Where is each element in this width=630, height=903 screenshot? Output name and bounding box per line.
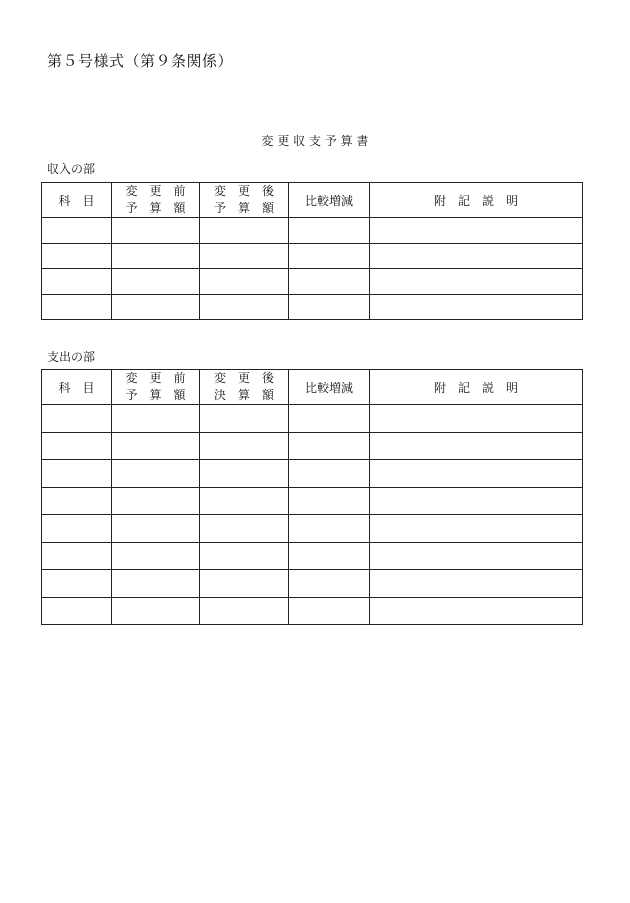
cell[interactable] <box>42 405 112 433</box>
cell[interactable] <box>370 597 583 625</box>
header-before-budget <box>112 370 200 405</box>
cell[interactable] <box>112 294 200 320</box>
cell[interactable] <box>112 542 200 570</box>
cell[interactable] <box>289 597 370 625</box>
cell[interactable] <box>200 243 289 269</box>
cell[interactable] <box>289 218 370 244</box>
cell[interactable] <box>112 597 200 625</box>
cell[interactable] <box>289 243 370 269</box>
cell[interactable] <box>289 269 370 295</box>
table-row <box>42 487 583 515</box>
cell[interactable] <box>42 515 112 543</box>
header-item: 科 目 <box>42 183 112 218</box>
cell[interactable] <box>42 542 112 570</box>
cell[interactable] <box>370 460 583 488</box>
cell[interactable] <box>42 243 112 269</box>
cell[interactable] <box>370 269 583 295</box>
income-section-label: 収入の部 <box>47 162 96 176</box>
cell[interactable] <box>200 432 289 460</box>
header-after-line1: 変 更 後 <box>213 184 274 198</box>
table-row <box>42 243 583 269</box>
cell[interactable] <box>112 405 200 433</box>
header-difference: 比較増減 <box>289 183 370 218</box>
table-row <box>42 597 583 625</box>
header-after-line2: 予 算 額 <box>213 201 274 215</box>
cell[interactable] <box>200 269 289 295</box>
cell[interactable] <box>112 243 200 269</box>
cell[interactable] <box>200 515 289 543</box>
expense-section-label: 支出の部 <box>47 350 96 364</box>
table-row <box>42 432 583 460</box>
cell[interactable] <box>112 515 200 543</box>
cell[interactable] <box>289 405 370 433</box>
header-before-line1: 変 更 前 <box>125 371 186 385</box>
cell[interactable] <box>200 294 289 320</box>
cell[interactable] <box>289 542 370 570</box>
cell[interactable] <box>370 218 583 244</box>
header-after-budget <box>200 183 289 218</box>
expense-table <box>41 369 583 625</box>
header-before-line2: 予 算 額 <box>125 201 186 215</box>
cell[interactable] <box>42 597 112 625</box>
cell[interactable] <box>289 515 370 543</box>
cell[interactable] <box>200 405 289 433</box>
cell[interactable] <box>289 432 370 460</box>
header-difference: 比較増減 <box>289 370 370 405</box>
table-row <box>42 460 583 488</box>
cell[interactable] <box>370 405 583 433</box>
cell[interactable] <box>42 460 112 488</box>
cell[interactable] <box>200 487 289 515</box>
header-item: 科 目 <box>42 370 112 405</box>
cell[interactable] <box>42 487 112 515</box>
expense-header-row <box>42 370 583 405</box>
cell[interactable] <box>42 294 112 320</box>
income-table <box>41 182 583 320</box>
cell[interactable] <box>370 243 583 269</box>
table-row <box>42 570 583 598</box>
cell[interactable] <box>370 487 583 515</box>
table-row <box>42 515 583 543</box>
header-note: 附 記 説 明 <box>370 183 583 218</box>
cell[interactable] <box>112 269 200 295</box>
income-header-row <box>42 183 583 218</box>
cell[interactable] <box>42 218 112 244</box>
cell[interactable] <box>289 460 370 488</box>
cell[interactable] <box>200 597 289 625</box>
table-row <box>42 218 583 244</box>
table-row <box>42 405 583 433</box>
cell[interactable] <box>370 515 583 543</box>
table-row <box>42 542 583 570</box>
cell[interactable] <box>289 487 370 515</box>
cell[interactable] <box>42 269 112 295</box>
cell[interactable] <box>112 218 200 244</box>
cell[interactable] <box>112 487 200 515</box>
header-before-line2: 予 算 額 <box>125 388 186 402</box>
cell[interactable] <box>370 432 583 460</box>
cell[interactable] <box>112 460 200 488</box>
cell[interactable] <box>370 570 583 598</box>
cell[interactable] <box>370 294 583 320</box>
form-number: 第５号様式（第９条関係） <box>47 52 234 70</box>
cell[interactable] <box>289 570 370 598</box>
cell[interactable] <box>112 570 200 598</box>
header-before-budget <box>112 183 200 218</box>
table-row <box>42 294 583 320</box>
cell[interactable] <box>289 294 370 320</box>
cell[interactable] <box>200 218 289 244</box>
header-after-line2: 決 算 額 <box>213 388 274 402</box>
cell[interactable] <box>200 542 289 570</box>
cell[interactable] <box>370 542 583 570</box>
header-after-line1: 変 更 後 <box>213 371 274 385</box>
cell[interactable] <box>42 432 112 460</box>
cell[interactable] <box>112 432 200 460</box>
document-title: 変 更 収 支 予 算 書 <box>261 134 369 148</box>
table-row <box>42 269 583 295</box>
header-after-settlement <box>200 370 289 405</box>
header-before-line1: 変 更 前 <box>125 184 186 198</box>
cell[interactable] <box>42 570 112 598</box>
header-note: 附 記 説 明 <box>370 370 583 405</box>
cell[interactable] <box>200 570 289 598</box>
cell[interactable] <box>200 460 289 488</box>
